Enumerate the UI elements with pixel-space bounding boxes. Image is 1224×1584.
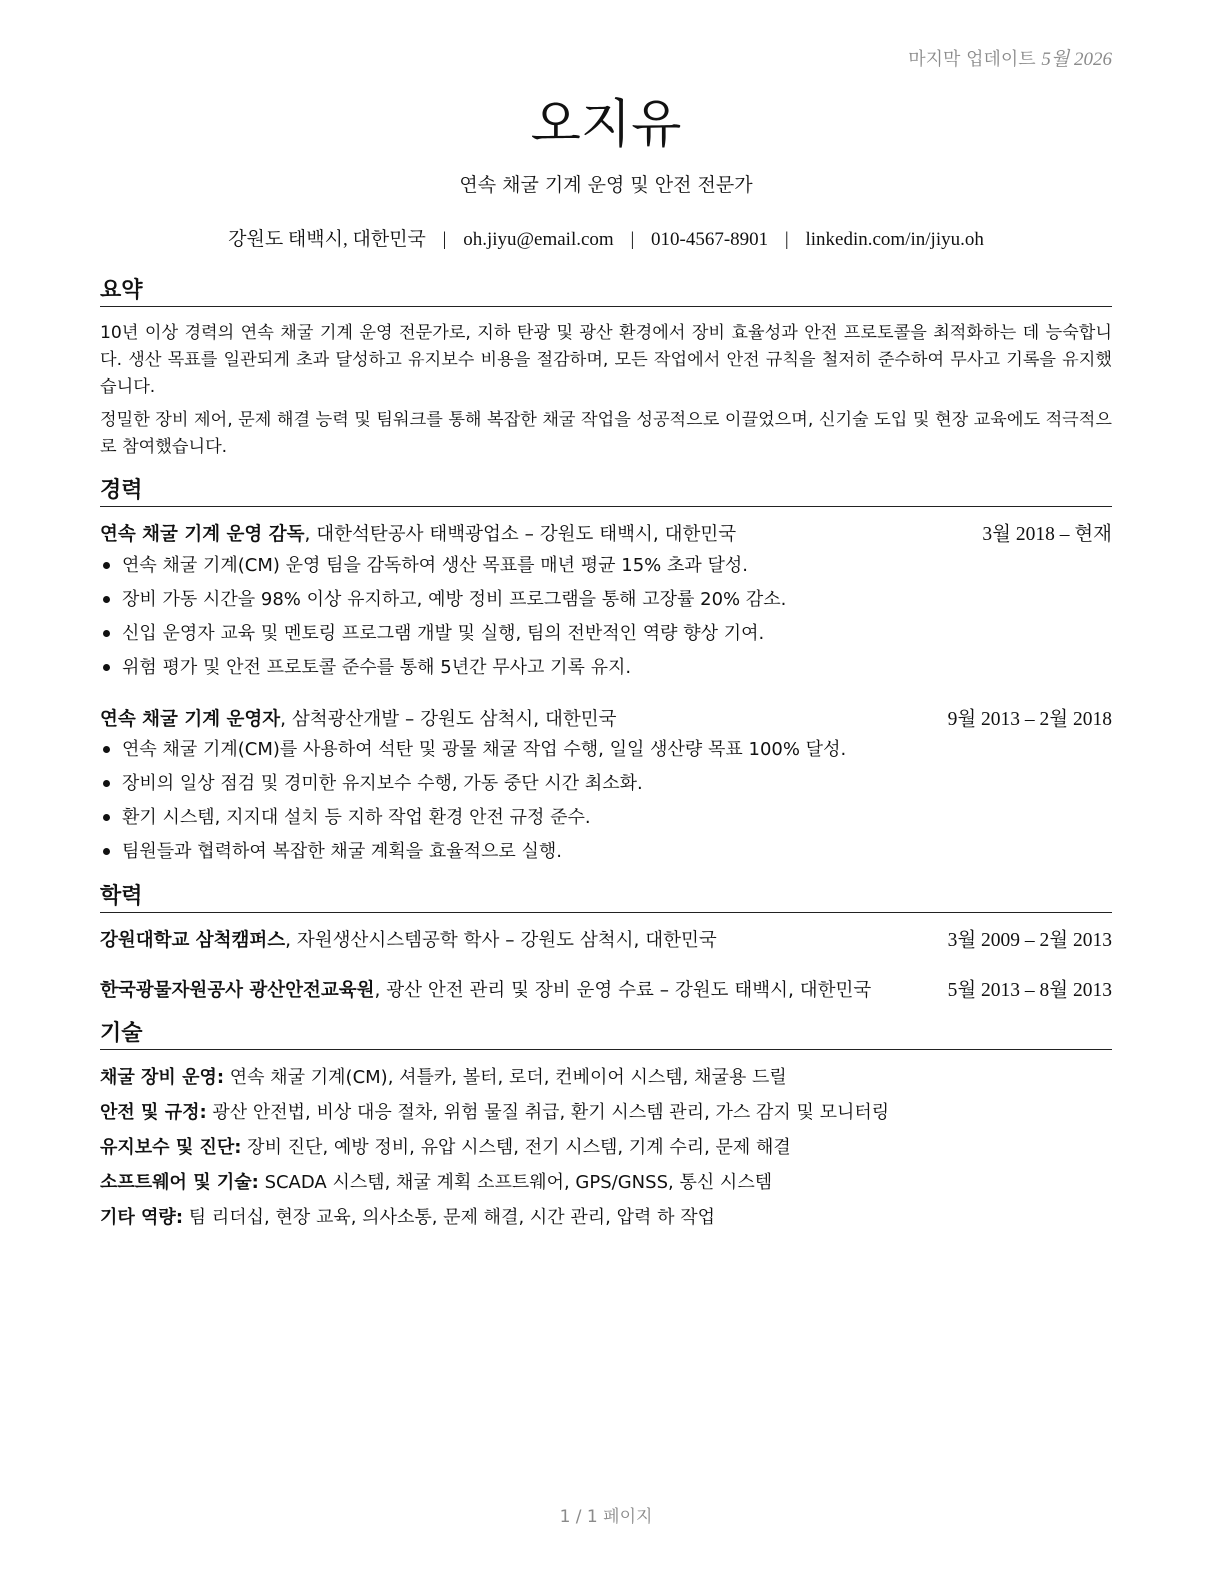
skill-label: 안전 및 규정: bbox=[100, 1102, 207, 1123]
job-role: 연속 채굴 기계 운영자 bbox=[100, 709, 281, 730]
education-detail: , 광산 안전 관리 및 장비 운영 수료 – 강원도 태백시, 대한민국 bbox=[374, 980, 872, 1001]
job-bullet: 연속 채굴 기계(CM) 운영 팀을 감독하여 생산 목표를 매년 평균 15% 초과 달성. bbox=[100, 552, 1112, 586]
skill-value: 광산 안전법, 비상 대응 절차, 위험 물질 취급, 환기 시스템 관리, 가스 감지 및 모니터링 bbox=[206, 1102, 890, 1123]
skill-value: 장비 진단, 예방 정비, 유압 시스템, 전기 시스템, 기계 수리, 문제 해결 bbox=[241, 1137, 791, 1158]
education-item bbox=[100, 927, 1112, 954]
job-org: , 삼척광산개발 – 강원도 삼척시, 대한민국 bbox=[280, 709, 617, 730]
education-detail: , 자원생산시스템공학 학사 – 강원도 삼척시, 대한민국 bbox=[285, 930, 717, 951]
section-title-experience: 경력 bbox=[100, 478, 1112, 507]
skill-label: 소프트웨어 및 기술: bbox=[100, 1172, 259, 1193]
education-item bbox=[100, 977, 1112, 1004]
job-bullets bbox=[100, 736, 1112, 872]
last-updated-label: 마지막 업데이트 bbox=[908, 49, 1036, 70]
job-bullet: 장비 가동 시간을 98% 이상 유지하고, 예방 정비 프로그램을 통해 고장률 20% 감소. bbox=[100, 586, 1112, 620]
contact-separator: | bbox=[784, 229, 789, 250]
page-number: 1 / 1 페이지 bbox=[559, 1507, 653, 1527]
job-bullet: 신입 운영자 교육 및 멘토링 프로그램 개발 및 실행, 팀의 전반적인 역량 향상 기여. bbox=[100, 620, 1112, 654]
contact-email[interactable]: oh.jiyu@email.com bbox=[463, 229, 614, 250]
skill-value: 팀 리더십, 현장 교육, 의사소통, 문제 해결, 시간 관리, 압력 하 작업 bbox=[183, 1207, 715, 1228]
last-updated bbox=[908, 44, 1112, 71]
job-role: 연속 채굴 기계 운영 감독 bbox=[100, 524, 305, 545]
section-title-summary: 요약 bbox=[100, 278, 1112, 307]
skill-value: 연속 채굴 기계(CM), 셔틀카, 볼터, 로더, 컨베이어 시스템, 채굴용 드릴 bbox=[224, 1067, 787, 1088]
education-school: 한국광물자원공사 광산안전교육원 bbox=[100, 980, 375, 1001]
skill-line bbox=[100, 1134, 1112, 1162]
job-bullet: 연속 채굴 기계(CM)를 사용하여 석탄 및 광물 채굴 작업 수행, 일일 생산량 목표 100% 달성. bbox=[100, 736, 1112, 770]
job-bullet: 장비의 일상 점검 및 경미한 유지보수 수행, 가동 중단 시간 최소화. bbox=[100, 770, 1112, 804]
skill-value: SCADA 시스템, 채굴 계획 소프트웨어, GPS/GNSS, 통신 시스템 bbox=[258, 1172, 773, 1193]
candidate-tagline: 연속 채굴 기계 운영 및 안전 전문가 bbox=[459, 174, 753, 196]
section-title-education: 학력 bbox=[100, 884, 1112, 913]
job-bullets bbox=[100, 552, 1112, 688]
contact-linkedin[interactable]: linkedin.com/in/jiyu.oh bbox=[805, 229, 984, 250]
job-date: 3월 2018 – 현재 bbox=[982, 524, 1112, 545]
skill-line bbox=[100, 1204, 1112, 1232]
skill-label: 기타 역량: bbox=[100, 1207, 184, 1228]
contact-location: 강원도 태백시, 대한민국 bbox=[228, 229, 426, 250]
job-bullet: 위험 평가 및 안전 프로토콜 준수를 통해 5년간 무사고 기록 유지. bbox=[100, 654, 1112, 688]
job-header bbox=[100, 706, 1112, 733]
summary-paragraph: 정밀한 장비 제어, 문제 해결 능력 및 팀워크를 통해 복잡한 채굴 작업을 성공적으로 이끌었으며, 신기술 도입 및 현장 교육에도 적극적으로 참여했습니다. bbox=[100, 410, 1112, 457]
contact-separator: | bbox=[442, 229, 447, 250]
contact-separator: | bbox=[630, 229, 635, 250]
job-date: 9월 2013 – 2월 2018 bbox=[947, 709, 1112, 730]
section-title-skills: 기술 bbox=[100, 1021, 1112, 1050]
candidate-name: 오지유 bbox=[530, 95, 682, 155]
job-bullet: 환기 시스템, 지지대 설치 등 지하 작업 환경 안전 규정 준수. bbox=[100, 804, 1112, 838]
job-bullet: 팀원들과 협력하여 복잡한 채굴 계획을 효율적으로 실행. bbox=[100, 838, 1112, 872]
job-org: , 대한석탄공사 태백광업소 – 강원도 태백시, 대한민국 bbox=[304, 524, 737, 545]
contact-line bbox=[100, 224, 1112, 251]
skill-line bbox=[100, 1169, 1112, 1197]
job-header bbox=[100, 521, 1112, 548]
summary-paragraph: 10년 이상 경력의 연속 채굴 기계 운영 전문가로, 지하 탄광 및 광산 환경에서 장비 효율성과 안전 프로토콜을 최적화하는 데 능숙합니다. 생산 목표를 일관되게 초과 달성하고 유지보수 비용을 절감하며, 모든 작업에서 안전 규칙을 철저히 준수하여 무사고 기록을 유지했습니다. bbox=[100, 323, 1112, 397]
contact-phone[interactable]: 010-4567-8901 bbox=[651, 229, 769, 250]
resume-page bbox=[100, 0, 1112, 1584]
skill-label: 채굴 장비 운영: bbox=[100, 1067, 225, 1088]
skill-line bbox=[100, 1099, 1112, 1127]
education-date: 5월 2013 – 8월 2013 bbox=[947, 980, 1112, 1001]
education-school: 강원대학교 삼척캠퍼스 bbox=[100, 930, 286, 951]
education-date: 3월 2009 – 2월 2013 bbox=[947, 930, 1112, 951]
skill-label: 유지보수 및 진단: bbox=[100, 1137, 242, 1158]
last-updated-date: 5월 2026 bbox=[1041, 49, 1112, 70]
skill-line bbox=[100, 1064, 1112, 1092]
